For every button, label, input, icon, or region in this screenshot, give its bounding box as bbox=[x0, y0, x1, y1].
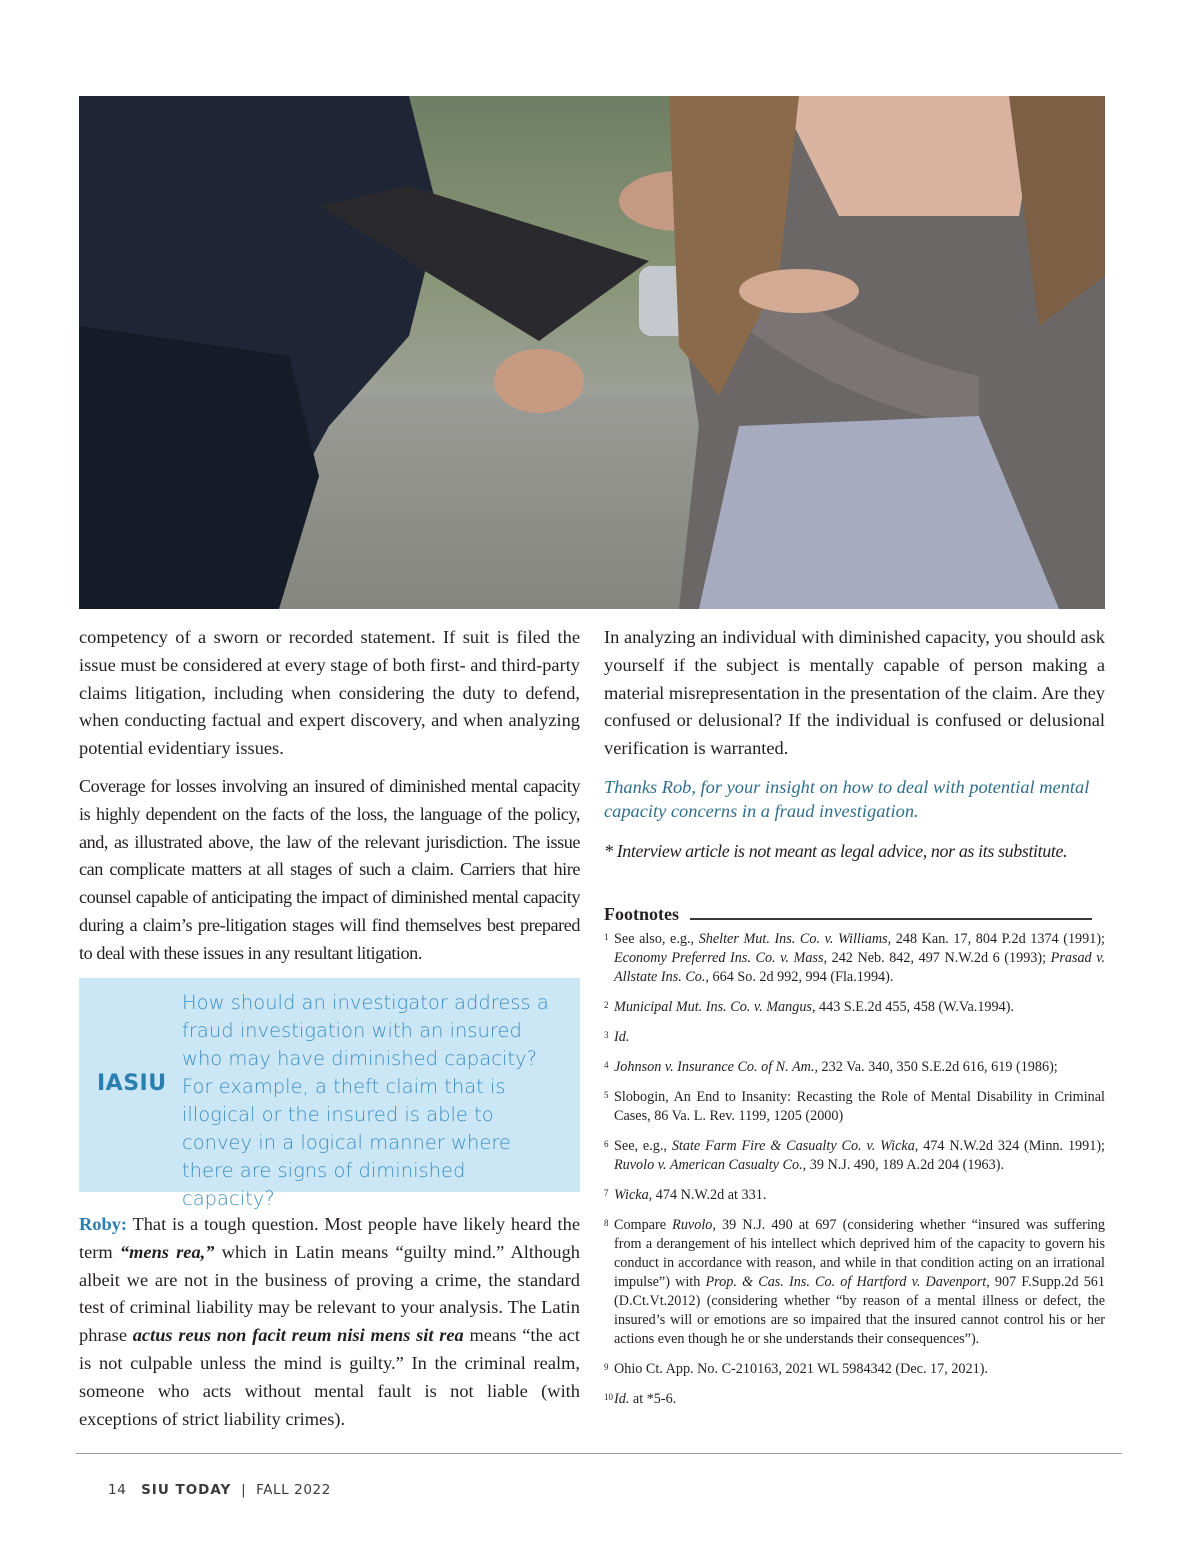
footnote-number: 4 bbox=[604, 1060, 609, 1070]
disclaimer: * Interview article is not meant as legal advice, nor as its substitute. bbox=[604, 840, 1068, 861]
right-column bbox=[604, 624, 1105, 863]
answer-paragraph bbox=[79, 1211, 580, 1433]
footnote-number: 6 bbox=[604, 1139, 609, 1149]
footnote: 2 Municipal Mut. Ins. Co. v. Mangus, 443 S.E.2d 455, 458 (W.Va.1994). bbox=[604, 998, 1105, 1017]
answer-text: means “the act is not culpable unless the mind is guilty.” In the criminal realm, someone who acts without mental fault is not liable (with exceptions of strict liability crimes). bbox=[79, 1325, 580, 1429]
left-column bbox=[79, 624, 580, 968]
footnote: 5 Slobogin, An End to Insanity: Recasting the Role of Mental Disability in Criminal Cases, 86 Va. L. Rev. 1199, 1205 (2000) bbox=[604, 1088, 1105, 1126]
issue-date: FALL 2022 bbox=[256, 1482, 331, 1498]
footnote-number: 3 bbox=[604, 1030, 609, 1040]
speaker-name: Roby: bbox=[79, 1214, 128, 1234]
footnote-number: 9 bbox=[604, 1362, 609, 1372]
body-paragraph: In analyzing an individual with diminished capacity, you should ask yourself if the subject is mentally capable of person making a material misrepresentation in the presentation of the claim. Are they confused or delusional? If the individual is confused or delusional verification is warranted. bbox=[604, 627, 1105, 759]
magazine-name: SIU TODAY bbox=[141, 1482, 232, 1498]
footnote-number: 1 bbox=[604, 932, 609, 942]
footnote: 6 See, e.g., State Farm Fire & Casualty Co. v. Wicka, 474 N.W.2d 324 (Minn. 1991); Ruvolo v. American Casualty Co., 39 N.J. 490, 189 A.2d 204 (1963). bbox=[604, 1137, 1105, 1175]
footnotes-heading: Footnotes bbox=[604, 904, 685, 924]
footnote-number: 10 bbox=[604, 1392, 613, 1402]
footnote-number: 2 bbox=[604, 1000, 609, 1010]
article-photo bbox=[79, 96, 1105, 609]
footnote: 7 Wicka, 474 N.W.2d at 331. bbox=[604, 1186, 1105, 1205]
thanks-note: Thanks Rob, for your insight on how to deal with potential mental capacity concerns in a fraud investigation. bbox=[604, 776, 1090, 821]
footnote: 3 Id. bbox=[604, 1028, 1105, 1047]
footnote-number: 7 bbox=[604, 1188, 609, 1198]
footnotes-list bbox=[604, 930, 1105, 1420]
answer-text: which in Latin means “guilty mind.” Although albeit we are not in the business of proving a crime, the standard test of criminal liability may be relevant to your analysis. The Latin phrase bbox=[79, 1241, 580, 1346]
footnote: 1 See also, e.g., Shelter Mut. Ins. Co. v. Williams, 248 Kan. 17, 804 P.2d 1374 (1991); Economy Preferred Ins. Co. v. Mass, 242 Neb. 842, 497 N.W.2d 6 (1993); Prasad v. Allstate Ins. Co., 664 So. 2d 992, 994 (Fla.1994). bbox=[604, 930, 1105, 987]
footnote: 10 Id. at *5-6. bbox=[604, 1390, 1105, 1409]
footnote: 4 Johnson v. Insurance Co. of N. Am., 232 Va. 340, 350 S.E.2d 616, 619 (1986); bbox=[604, 1058, 1105, 1077]
page-footer bbox=[108, 1482, 331, 1498]
roby-answer bbox=[79, 1211, 580, 1433]
page-number: 14 bbox=[108, 1482, 127, 1498]
iasiu-label: IASIU bbox=[97, 1071, 167, 1096]
footer-rule bbox=[76, 1453, 1122, 1454]
footer-separator: | bbox=[241, 1482, 247, 1498]
body-paragraph: Coverage for losses involving an insured of diminished mental capacity is highly dependent on the facts of the loss, the language of the policy, and, as illustrated above, the law of the relevant jurisdiction. The issue can complicate matters at all stages of such a claim. Carriers that hire counsel capable of anticipating the impact of diminished mental capacity during a claim’s pre-litigation stages will find themselves best prepared to deal with these issues in any resultant litigation. bbox=[79, 775, 580, 963]
footnotes-rule bbox=[690, 918, 1092, 920]
latin-phrase: actus reus non facit reum nisi mens sit rea bbox=[132, 1325, 464, 1346]
latin-term: “mens rea,” bbox=[119, 1241, 215, 1262]
iasiu-question: How should an investigator address a fraud investigation with an insured who may have diminished capacity? For example, a theft claim that is illogical or the insured is able to convey in a logical manner where there are signs of diminished capacity? bbox=[182, 991, 549, 1210]
answer-text: That is a tough question. Most people have likely heard the term bbox=[79, 1214, 580, 1262]
body-paragraph: competency of a sworn or recorded statement. If suit is filed the issue must be considered at every stage of both first- and third-party claims litigation, including when considering the duty to defend, when conducting factual and expert discovery, and when analyzing potential evidentiary issues. bbox=[79, 627, 581, 759]
footnote-number: 8 bbox=[604, 1218, 609, 1228]
footnote-number: 5 bbox=[604, 1090, 609, 1100]
footnotes-header bbox=[604, 904, 1092, 928]
footnote: 8 Compare Ruvolo, 39 N.J. 490 at 697 (considering whether “insured was suffering from a derangement of his intellect which deprived him of the capacity to govern his conduct in accordance with reason, and while in that condition acting on an irrational impulse”) with Prop. & Cas. Ins. Co. of Hartford v. Davenport, 907 F.Supp.2d 561 (D.Ct.Vt.2012) (considering whether “by reason of a mental illness or defect, the insured’s will or emotions are so impaired that the insured cannot control his or her actions even though he or she understands their consequences”). bbox=[604, 1216, 1105, 1349]
footnote: 9 Ohio Ct. App. No. C-210163, 2021 WL 5984342 (Dec. 17, 2021). bbox=[604, 1360, 1105, 1379]
iasiu-question-box bbox=[79, 978, 580, 1210]
